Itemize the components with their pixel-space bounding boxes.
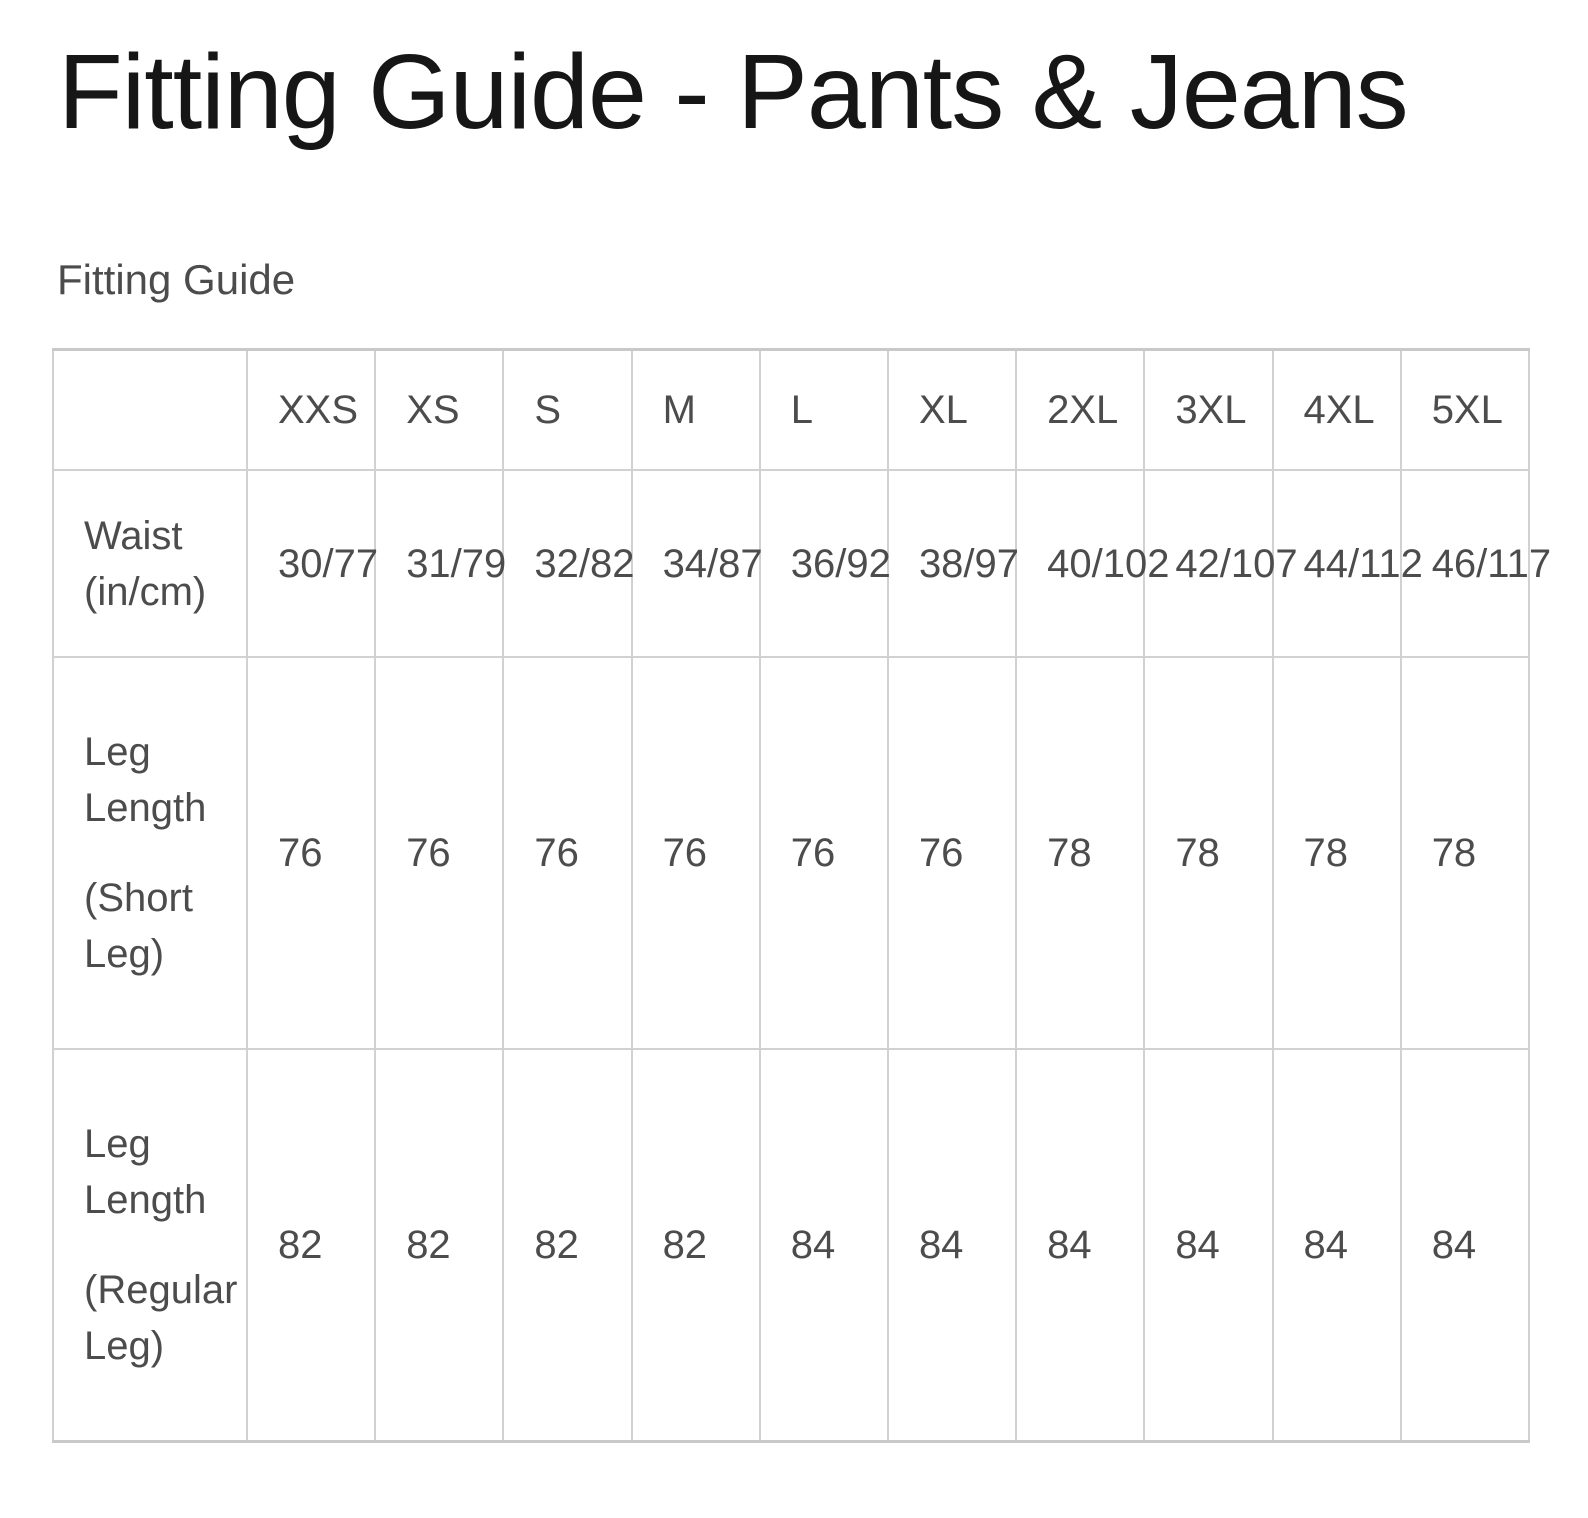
table-row-waist — [53, 470, 1529, 657]
section-heading: Fitting Guide — [57, 256, 296, 304]
size-header: 3XL — [1144, 349, 1272, 470]
value-cell: 38/97 — [888, 470, 1016, 657]
value-cell: 84 — [1401, 1049, 1529, 1441]
value-cell: 84 — [888, 1049, 1016, 1441]
row-label: (Regular Leg) — [84, 1267, 238, 1368]
size-header-row — [53, 349, 1529, 470]
corner-cell — [53, 349, 247, 470]
size-header: L — [760, 349, 888, 470]
value-cell: 30/77 — [247, 470, 375, 657]
value-cell: 82 — [375, 1049, 503, 1441]
value-cell: 76 — [888, 657, 1016, 1049]
table-row-regular-leg — [53, 1049, 1529, 1441]
value-cell: 78 — [1401, 657, 1529, 1049]
row-label: Leg Length — [84, 1121, 207, 1222]
table-row-short-leg — [53, 657, 1529, 1049]
value-cell: 82 — [503, 1049, 631, 1441]
size-header: XL — [888, 349, 1016, 470]
value-cell: 32/82 — [503, 470, 631, 657]
row-label: Leg Length — [84, 730, 207, 831]
size-header: 2XL — [1016, 349, 1144, 470]
value-cell: 78 — [1016, 657, 1144, 1049]
size-header: 5XL — [1401, 349, 1529, 470]
value-cell: 78 — [1273, 657, 1401, 1049]
value-cell: 76 — [503, 657, 631, 1049]
value-cell: 42/107 — [1144, 470, 1272, 657]
row-label: Waist (in/cm) — [84, 513, 207, 614]
size-header: 4XL — [1273, 349, 1401, 470]
value-cell: 84 — [760, 1049, 888, 1441]
value-cell: 82 — [247, 1049, 375, 1441]
row-label-cell — [53, 470, 247, 657]
value-cell: 76 — [632, 657, 760, 1049]
size-header: XXS — [247, 349, 375, 470]
fitting-guide-page — [0, 30, 1588, 1443]
value-cell: 82 — [632, 1049, 760, 1441]
size-header: XS — [375, 349, 503, 470]
value-cell: 40/102 — [1016, 470, 1144, 657]
size-header: S — [503, 349, 631, 470]
value-cell: 76 — [760, 657, 888, 1049]
row-label-cell — [53, 657, 247, 1049]
value-cell: 36/92 — [760, 470, 888, 657]
value-cell: 76 — [247, 657, 375, 1049]
value-cell: 76 — [375, 657, 503, 1049]
value-cell: 84 — [1273, 1049, 1401, 1441]
value-cell: 84 — [1144, 1049, 1272, 1441]
value-cell: 34/87 — [632, 470, 760, 657]
page-title: Fitting Guide - Pants & Jeans — [58, 33, 1408, 151]
value-cell: 44/112 — [1273, 470, 1401, 657]
row-label: (Short Leg) — [84, 876, 193, 977]
value-cell: 46/117 — [1401, 470, 1529, 657]
value-cell: 31/79 — [375, 470, 503, 657]
row-label-cell — [53, 1049, 247, 1441]
value-cell: 78 — [1144, 657, 1272, 1049]
size-header: M — [632, 349, 760, 470]
fitting-guide-table — [52, 348, 1552, 1443]
value-cell: 84 — [1016, 1049, 1144, 1441]
